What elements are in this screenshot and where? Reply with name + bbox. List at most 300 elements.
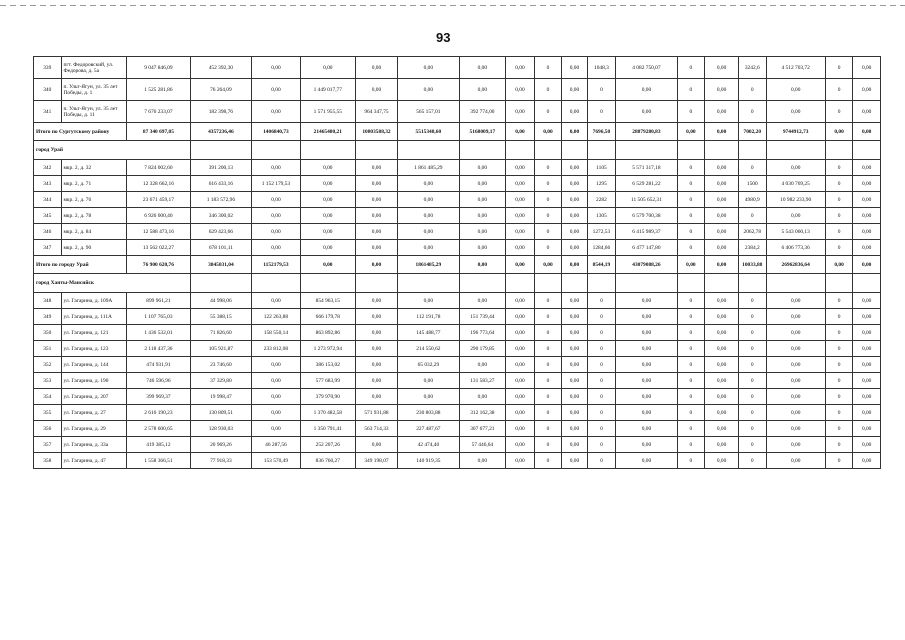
table-row: [34, 453, 881, 469]
value-cell: 65 032,29: [398, 357, 459, 373]
table-row: [34, 309, 881, 325]
value-cell: 0: [677, 373, 705, 389]
value-cell: 0,00: [459, 293, 506, 309]
table-row: [34, 421, 881, 437]
value-cell: 131 583,27: [459, 373, 506, 389]
value-cell: 1 152 179,53: [252, 176, 301, 192]
value-cell: 0: [825, 224, 853, 240]
value-cell: 0: [825, 79, 853, 101]
value-cell: 0,00: [853, 341, 881, 357]
value-cell: 1 558 366,51: [127, 453, 191, 469]
empty-cell: [739, 141, 767, 160]
value-cell: 0,00: [562, 453, 587, 469]
empty-cell: [766, 141, 825, 160]
value-cell: 0,00: [705, 57, 739, 79]
total-value-cell: 43079088,26: [616, 256, 677, 274]
value-cell: 0,00: [853, 79, 881, 101]
value-cell: 0,00: [766, 357, 825, 373]
value-cell: 563 714,33: [355, 421, 397, 437]
value-cell: 0,00: [355, 437, 397, 453]
value-cell: 0,00: [398, 373, 459, 389]
value-cell: 0,00: [766, 208, 825, 224]
value-cell: 5 571 317,18: [616, 160, 677, 176]
value-cell: 629 423,66: [190, 224, 251, 240]
value-cell: 0,00: [853, 421, 881, 437]
total-value-cell: 7696,50: [587, 123, 616, 141]
value-cell: 0: [825, 421, 853, 437]
value-cell: 0,00: [766, 101, 825, 123]
value-cell: 37 329,80: [190, 373, 251, 389]
value-cell: 0,00: [506, 389, 535, 405]
value-cell: 0,00: [766, 373, 825, 389]
value-cell: 452 392,30: [190, 57, 251, 79]
value-cell: 0,00: [705, 160, 739, 176]
value-cell: 1048,3: [587, 57, 616, 79]
value-cell: 12 588 473,16: [127, 224, 191, 240]
row-number-cell: 344: [34, 192, 62, 208]
value-cell: 0: [677, 160, 705, 176]
value-cell: 233 812,08: [252, 341, 301, 357]
empty-cell: [825, 141, 853, 160]
value-cell: 0,00: [616, 309, 677, 325]
row-number-cell: 340: [34, 79, 62, 101]
value-cell: 0,00: [853, 224, 881, 240]
value-cell: 0,00: [853, 293, 881, 309]
value-cell: 0: [534, 224, 562, 240]
value-cell: 0,00: [506, 293, 535, 309]
value-cell: 55 388,15: [190, 309, 251, 325]
total-value-cell: 0,00: [853, 123, 881, 141]
empty-cell: [562, 141, 587, 160]
value-cell: 2 578 600,65: [127, 421, 191, 437]
table-row: [34, 79, 881, 101]
value-cell: 0,00: [562, 101, 587, 123]
value-cell: 0: [739, 373, 767, 389]
empty-cell: [562, 274, 587, 293]
value-cell: 0,00: [506, 57, 535, 79]
value-cell: 386 153,02: [300, 357, 355, 373]
value-cell: 0,00: [705, 437, 739, 453]
value-cell: 1 436 532,01: [127, 325, 191, 341]
table-row: [34, 240, 881, 256]
value-cell: 0,00: [398, 224, 459, 240]
address-cell: ул. Гагарина, д. 207: [61, 389, 127, 405]
value-cell: 0,00: [506, 101, 535, 123]
empty-cell: [677, 274, 705, 293]
value-cell: 0,00: [616, 453, 677, 469]
row-number-cell: 351: [34, 341, 62, 357]
total-value-cell: 1406840,73: [252, 123, 301, 141]
value-cell: 0: [534, 79, 562, 101]
value-cell: 12 328 662,16: [127, 176, 191, 192]
section-label: город Ханты-Мансийск: [34, 274, 191, 293]
row-number-cell: 339: [34, 57, 62, 79]
value-cell: 0: [534, 57, 562, 79]
value-cell: 0: [677, 208, 705, 224]
value-cell: 0: [534, 373, 562, 389]
value-cell: 0,00: [506, 421, 535, 437]
empty-cell: [705, 274, 739, 293]
value-cell: 112 191,78: [398, 309, 459, 325]
total-value-cell: 0,00: [300, 256, 355, 274]
value-cell: 0,00: [459, 160, 506, 176]
value-cell: 0,00: [506, 208, 535, 224]
empty-cell: [677, 141, 705, 160]
value-cell: 252 207,26: [300, 437, 355, 453]
value-cell: 20 969,26: [190, 437, 251, 453]
value-cell: 0: [587, 325, 616, 341]
value-cell: 23 746,60: [190, 357, 251, 373]
value-cell: 1 370 482,58: [300, 405, 355, 421]
value-cell: 13 562 022,27: [127, 240, 191, 256]
value-cell: 678 101,11: [190, 240, 251, 256]
value-cell: 0,00: [766, 341, 825, 357]
value-cell: 565 157,01: [398, 101, 459, 123]
value-cell: 0,00: [562, 309, 587, 325]
value-cell: 0,00: [616, 357, 677, 373]
section-label: город Урай: [34, 141, 191, 160]
total-value-cell: 0,00: [506, 256, 535, 274]
row-number-cell: 346: [34, 224, 62, 240]
empty-cell: [616, 274, 677, 293]
total-value-cell: 21465480,21: [300, 123, 355, 141]
total-value-cell: 10803588,32: [355, 123, 397, 141]
value-cell: 6 529 281,22: [616, 176, 677, 192]
value-cell: 0: [534, 309, 562, 325]
value-cell: 145 488,77: [398, 325, 459, 341]
value-cell: 836 760,27: [300, 453, 355, 469]
value-cell: 0,00: [853, 325, 881, 341]
value-cell: 0,00: [705, 208, 739, 224]
table-body: [34, 57, 881, 469]
value-cell: 227 487,67: [398, 421, 459, 437]
value-cell: 0: [825, 357, 853, 373]
value-cell: 0,00: [562, 405, 587, 421]
empty-cell: [534, 274, 562, 293]
value-cell: 1500: [739, 176, 767, 192]
table-row: [34, 192, 881, 208]
value-cell: 0: [587, 437, 616, 453]
value-cell: 0,00: [459, 453, 506, 469]
total-value-cell: 10033,88: [739, 256, 767, 274]
value-cell: 0,00: [506, 192, 535, 208]
table-row: [34, 373, 881, 389]
total-value-cell: 0,00: [355, 256, 397, 274]
section-header-row: [34, 141, 881, 160]
value-cell: 0: [677, 357, 705, 373]
value-cell: 0: [739, 293, 767, 309]
value-cell: 0: [534, 325, 562, 341]
value-cell: 0: [677, 176, 705, 192]
value-cell: 0: [825, 208, 853, 224]
value-cell: 0: [534, 208, 562, 224]
total-value-cell: 3845031,04: [190, 256, 251, 274]
value-cell: 1 861 485,29: [398, 160, 459, 176]
value-cell: 0: [534, 293, 562, 309]
address-cell: ул. Гагарина, д. 27: [61, 405, 127, 421]
row-number-cell: 353: [34, 373, 62, 389]
value-cell: 0,00: [853, 389, 881, 405]
value-cell: 0: [825, 309, 853, 325]
value-cell: 153 570,49: [252, 453, 301, 469]
table-row: [34, 325, 881, 341]
empty-cell: [825, 274, 853, 293]
value-cell: 0,00: [398, 208, 459, 224]
value-cell: 0,00: [705, 325, 739, 341]
value-cell: 0,00: [300, 240, 355, 256]
value-cell: 346 300,02: [190, 208, 251, 224]
value-cell: 0,00: [459, 224, 506, 240]
value-cell: 0: [534, 341, 562, 357]
value-cell: 4 082 750,07: [616, 57, 677, 79]
value-cell: 0: [587, 293, 616, 309]
total-value-cell: 26962836,64: [766, 256, 825, 274]
value-cell: 577 683,99: [300, 373, 355, 389]
value-cell: 0: [677, 293, 705, 309]
total-value-cell: 4357236,46: [190, 123, 251, 141]
value-cell: 0: [534, 453, 562, 469]
value-cell: 1105: [587, 160, 616, 176]
value-cell: 0: [677, 309, 705, 325]
empty-cell: [252, 141, 301, 160]
value-cell: 158 550,14: [252, 325, 301, 341]
value-cell: 0: [677, 240, 705, 256]
value-cell: 0,00: [300, 160, 355, 176]
empty-cell: [506, 274, 535, 293]
address-cell: мкр. 2, д. 78: [61, 208, 127, 224]
value-cell: 0: [825, 341, 853, 357]
section-header-row: [34, 274, 881, 293]
address-cell: мкр. 2, д. 84: [61, 224, 127, 240]
row-number-cell: 358: [34, 453, 62, 469]
empty-cell: [459, 274, 506, 293]
value-cell: 1 107 765,03: [127, 309, 191, 325]
empty-cell: [398, 274, 459, 293]
empty-cell: [587, 141, 616, 160]
total-value-cell: 0,00: [534, 256, 562, 274]
value-cell: 0: [677, 405, 705, 421]
value-cell: 10 982 233,90: [766, 192, 825, 208]
value-cell: 0: [587, 389, 616, 405]
address-cell: мкр. 2, д. 71: [61, 176, 127, 192]
value-cell: 1 571 955,55: [300, 101, 355, 123]
total-row: [34, 256, 881, 274]
value-cell: 0,00: [705, 341, 739, 357]
value-cell: 0,00: [355, 208, 397, 224]
value-cell: 0,00: [506, 240, 535, 256]
value-cell: 0,00: [616, 101, 677, 123]
value-cell: 0,00: [355, 373, 397, 389]
value-cell: 6 415 989,37: [616, 224, 677, 240]
value-cell: 0,00: [252, 240, 301, 256]
value-cell: 0,00: [252, 208, 301, 224]
value-cell: 379 970,90: [300, 389, 355, 405]
value-cell: 0,00: [300, 208, 355, 224]
value-cell: 0,00: [705, 192, 739, 208]
value-cell: 0,00: [562, 389, 587, 405]
value-cell: 0: [534, 176, 562, 192]
value-cell: 0,00: [616, 421, 677, 437]
value-cell: 71 826,60: [190, 325, 251, 341]
value-cell: 0,00: [506, 176, 535, 192]
value-cell: 0,00: [705, 309, 739, 325]
value-cell: 57 446,64: [459, 437, 506, 453]
value-cell: 290 179,85: [459, 341, 506, 357]
value-cell: 0,00: [355, 176, 397, 192]
value-cell: 0,00: [252, 192, 301, 208]
value-cell: 0,00: [252, 101, 301, 123]
value-cell: 0,00: [766, 309, 825, 325]
value-cell: 0,00: [705, 389, 739, 405]
value-cell: 0: [677, 101, 705, 123]
value-cell: 0,00: [562, 341, 587, 357]
address-cell: ул. Гагарина, д. 109А: [61, 293, 127, 309]
total-label: Итого по городу Урай: [34, 256, 127, 274]
empty-cell: [300, 141, 355, 160]
total-value-cell: 0,00: [562, 256, 587, 274]
value-cell: 0,00: [355, 389, 397, 405]
value-cell: 0,00: [252, 405, 301, 421]
value-cell: 0,00: [506, 341, 535, 357]
value-cell: 0,00: [252, 357, 301, 373]
address-cell: мкр. 2, д. 90: [61, 240, 127, 256]
value-cell: 0: [587, 309, 616, 325]
value-cell: 0,00: [853, 192, 881, 208]
value-cell: 0,00: [853, 357, 881, 373]
address-cell: ул. Гагарина, д. 33а: [61, 437, 127, 453]
value-cell: 42 474,40: [398, 437, 459, 453]
total-label: Итого по Сургутскому району: [34, 123, 127, 141]
value-cell: 0: [677, 224, 705, 240]
value-cell: 0: [534, 160, 562, 176]
value-cell: 77 918,33: [190, 453, 251, 469]
value-cell: 391 200,13: [190, 160, 251, 176]
value-cell: 9 047 846,09: [127, 57, 191, 79]
value-cell: 0,00: [616, 373, 677, 389]
value-cell: 0,00: [562, 79, 587, 101]
value-cell: 0: [825, 176, 853, 192]
value-cell: 6 406 773,36: [766, 240, 825, 256]
empty-cell: [705, 141, 739, 160]
page-number: 93: [436, 30, 451, 45]
value-cell: 0: [739, 437, 767, 453]
value-cell: 0,00: [853, 240, 881, 256]
address-cell: мкр. 2, д. 76: [61, 192, 127, 208]
value-cell: 571 931,88: [355, 405, 397, 421]
value-cell: 0: [534, 357, 562, 373]
row-number-cell: 343: [34, 176, 62, 192]
value-cell: 0: [677, 341, 705, 357]
total-value-cell: 1861485,29: [398, 256, 459, 274]
value-cell: 182 398,76: [190, 101, 251, 123]
total-value-cell: 5168009,17: [459, 123, 506, 141]
table-row: [34, 341, 881, 357]
total-value-cell: 0,00: [562, 123, 587, 141]
value-cell: 0,00: [562, 325, 587, 341]
total-value-cell: 0,00: [825, 123, 853, 141]
address-cell: ул. Гагарина, д. 121: [61, 325, 127, 341]
value-cell: 0,00: [355, 357, 397, 373]
value-cell: 0: [825, 192, 853, 208]
value-cell: 964 347,75: [355, 101, 397, 123]
value-cell: 0,00: [616, 325, 677, 341]
value-cell: 4 512 703,72: [766, 57, 825, 79]
value-cell: 0: [677, 437, 705, 453]
total-value-cell: 0,00: [677, 256, 705, 274]
value-cell: 0,00: [459, 57, 506, 79]
value-cell: 0: [739, 341, 767, 357]
value-cell: 1 449 017,77: [300, 79, 355, 101]
value-cell: 0,00: [355, 79, 397, 101]
value-cell: 0,00: [300, 192, 355, 208]
value-cell: 474 931,91: [127, 357, 191, 373]
value-cell: 0,00: [616, 79, 677, 101]
value-cell: 0,00: [562, 357, 587, 373]
value-cell: 3242,6: [739, 57, 767, 79]
value-cell: 0,00: [355, 293, 397, 309]
value-cell: 0: [587, 357, 616, 373]
value-cell: 0: [677, 453, 705, 469]
value-cell: 0,00: [355, 224, 397, 240]
value-cell: 0,00: [300, 57, 355, 79]
value-cell: 0,00: [853, 208, 881, 224]
value-cell: 0,00: [562, 373, 587, 389]
value-cell: 0,00: [616, 437, 677, 453]
value-cell: 0,00: [562, 192, 587, 208]
value-cell: 0: [677, 192, 705, 208]
value-cell: 0,00: [766, 453, 825, 469]
table-row: [34, 224, 881, 240]
value-cell: 307 677,21: [459, 421, 506, 437]
total-value-cell: 0,00: [506, 123, 535, 141]
value-cell: 0: [677, 57, 705, 79]
value-cell: 0,00: [398, 57, 459, 79]
value-cell: 0,00: [616, 293, 677, 309]
value-cell: 312 162,38: [459, 405, 506, 421]
value-cell: 0,00: [252, 389, 301, 405]
value-cell: 2 118 437,36: [127, 341, 191, 357]
value-cell: 0,00: [506, 373, 535, 389]
total-value-cell: 1152179,53: [252, 256, 301, 274]
value-cell: 0: [825, 437, 853, 453]
capital-repair-table: [33, 56, 881, 469]
value-cell: 0,00: [705, 224, 739, 240]
row-number-cell: 357: [34, 437, 62, 453]
value-cell: 0: [825, 405, 853, 421]
value-cell: 0,00: [398, 240, 459, 256]
value-cell: 0,00: [506, 160, 535, 176]
value-cell: 0: [587, 373, 616, 389]
value-cell: 196 773,64: [459, 325, 506, 341]
value-cell: 0,00: [616, 389, 677, 405]
total-value-cell: 5515348,60: [398, 123, 459, 141]
value-cell: 0: [677, 389, 705, 405]
value-cell: 214 550,62: [398, 341, 459, 357]
row-number-cell: 352: [34, 357, 62, 373]
value-cell: 4980,9: [739, 192, 767, 208]
value-cell: 0: [825, 160, 853, 176]
total-value-cell: 0,00: [853, 256, 881, 274]
value-cell: 0,00: [252, 421, 301, 437]
value-cell: 0: [739, 160, 767, 176]
empty-cell: [459, 141, 506, 160]
value-cell: 0,00: [355, 325, 397, 341]
value-cell: 0: [534, 437, 562, 453]
value-cell: 6 579 700,38: [616, 208, 677, 224]
value-cell: 0,00: [459, 240, 506, 256]
value-cell: 0: [739, 79, 767, 101]
value-cell: 0,00: [562, 437, 587, 453]
